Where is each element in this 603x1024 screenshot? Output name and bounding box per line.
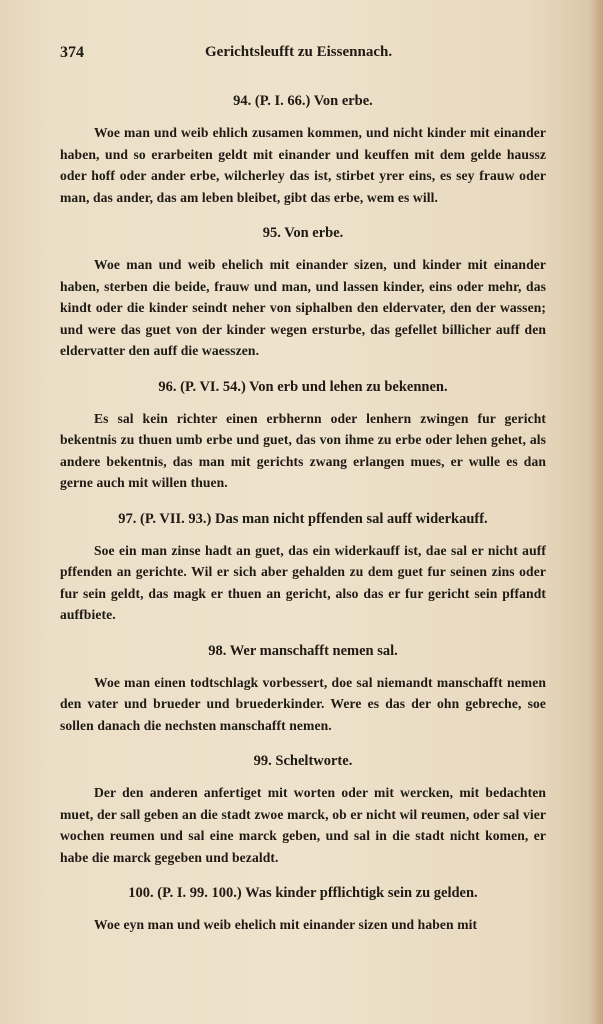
running-title: Gerichtsleufft zu Eissennach. [205, 44, 393, 60]
page-body [60, 90, 546, 936]
section-text-98: Woe man einen todtschlagk vorbessert, doe sal niemandt manschafft nemen den vater und brueder und bruederkinder. Were es das der ohn gebreche, soe sollen danach die nechsten manschafft nemen. [60, 674, 546, 733]
section-text-97: Soe ein man zinse hadt an guet, das ein widerkauff ist, dae sal er nicht auff pffenden an gerichte. Wil er sich aber gehalden zu dem guet fur seinen zins oder fur sein geldt, das magk er thuen an gericht, also das er fur gericht sein pffandt auffbiete. [60, 542, 546, 622]
section-text-96: Es sal kein richter einen erbhernn oder lenhern zwingen fur gericht bekentnis zu thuen umb erbe und guet, das von ihme zu erbe oder lehen gehet, als andere bekentnis, das man mit gerichts zwang erlangen mues, er wulle es dan gerne auch mit willen thuen. [60, 410, 546, 490]
section-text-94: Woe man und weib ehlich zusamen kommen, und nicht kinder mit einander haben, und so erarbeiten geldt mit einander und keuffen mit dem gelde haussz oder hoff oder ander erbe, wilcherley das ist, stirbet yrer eins, es sey frauw oder man, das ander, das am leben bleibet, gibt das erbe, wem es will. [60, 125, 546, 205]
section-text-95: Woe man und weib ehelich mit einander sizen, und kinder mit einander haben, sterben die beide, frauw und man, und lassen kinder, eins oder mehr, das kindt oder die kinder seindt neher von siphalben den eldervater, den der wassen; und were das guet von der kinder wegen ersturbe, das gefellet billicher auff den eldervatter den auff die waesszen. [60, 257, 546, 358]
section-heading-97: 97. (P. VII. 93.) Das man nicht pffenden sal auff widerkauff. [118, 510, 488, 527]
section-heading-100: 100. (P. I. 99. 100.) Was kinder pfflichtigk sein zu gelden. [128, 885, 478, 901]
page-header [60, 44, 546, 70]
section-heading-94: 94. (P. I. 66.) Von erbe. [233, 93, 373, 109]
section-heading-99: 99. Scheltworte. [253, 753, 353, 769]
section-heading-95: 95. Von erbe. [262, 225, 344, 241]
page-number: 374 [60, 44, 84, 61]
section-text-100: Woe eyn man und weib ehelich mit einander sizen und haben mit [94, 917, 478, 932]
page-edge-shadow [589, 0, 603, 1024]
section-text-99: Der den anderen anfertiget mit worten oder mit wercken, mit bedachten muet, der sall geben an die stadt zwoe marck, ob er nicht wil reumen, oder sal vier wochen reumen und sal eine marck geben, und sal in die stadt nicht komen, er habe die marck gegeben und bezaldt. [60, 785, 546, 865]
section-heading-96: 96. (P. VI. 54.) Von erb und lehen zu bekennen. [158, 378, 448, 395]
section-heading-98: 98. Wer manschafft nemen sal. [208, 642, 398, 659]
